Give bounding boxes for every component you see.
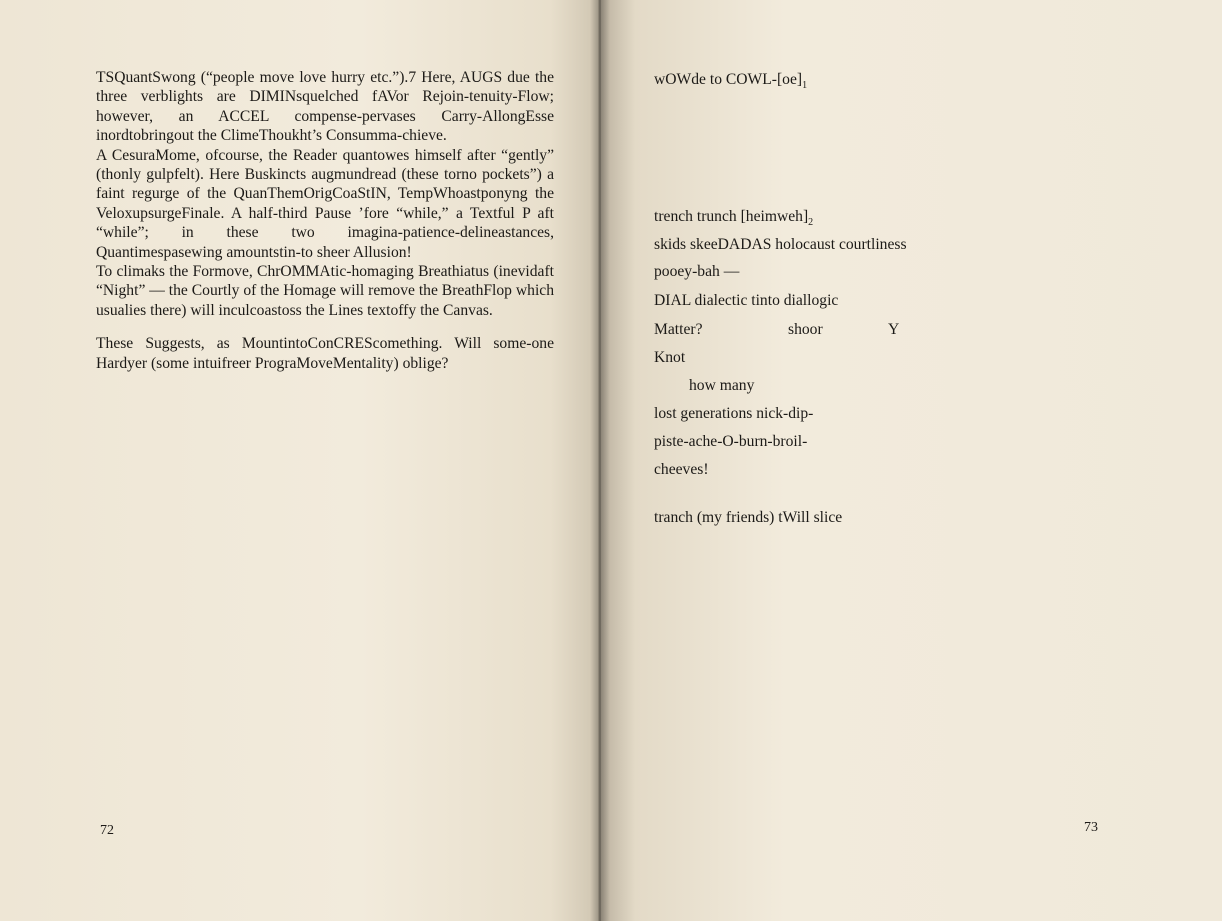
paragraph-1: TSQuantSwong (“people move love hurry etc.”).7 Here, AUGS due the three verblights are DIMINsquelched fAVor Rejoin-tenuity-Flow; however, an ACCEL compense-pervases Carry-AllongEsse inordtobringout the ClimeThoukht’s Consumma-chieve. (96, 69, 554, 145)
poem-line-8: how many (689, 377, 755, 394)
poem-line-9: lost generations nick-dip- (654, 405, 814, 422)
right-page (598, 0, 1222, 921)
paragraph-4: These Suggests, as MountintoConCREScomething. Will some-one Hardyer (some intuifreer PrograMoveMentality) oblige? (96, 335, 554, 372)
poem-line-12: tranch (my friends) tWill slice (654, 509, 843, 526)
poem-line-6: Matter? (654, 321, 703, 338)
page-number-left: 72 (100, 823, 114, 838)
paragraph-2: A CesuraMome, ofcourse, the Reader quantowes himself after “gently” (thonly gulpfelt). Here Buskincts augmundread (these torno pockets”) a faint regurge of the QuanThemOrigCoaStIN, TempWhoastponyng the VeloxupsurgeFinale. A half-third Pause ’fore “while,” a Textful P aft “while”; in these two imagina-patience-delineastances, Quantimespasewing amountstin-to sheer Allusion! (96, 146, 554, 261)
poem-line-11: cheeves! (654, 461, 709, 478)
poem-line-3: skids skeeDADAS holocaust courtliness (654, 236, 907, 253)
poem-line-2: trench trunch $[heimweh]_2$ (654, 208, 814, 229)
paragraph-3: To climaks the Formove, ChrOMMAtic-homaging Breathiatus (inevidaft “Night” — the Courtly of the Homage will remove the BreathFlop which usualies there) will inculcoastoss the Lines textoffy the Canvas. (96, 263, 554, 319)
poem-line-6c: Y (888, 321, 900, 338)
left-page-text (96, 68, 554, 373)
poem-line-10: piste-ache-O-burn-broil- (654, 433, 808, 450)
poem-line-6b: shoor (788, 321, 823, 338)
poem-line-4: pooey-bah — (654, 263, 740, 280)
poem-line-7: Knot (654, 349, 686, 366)
poem-line-1: wOWde to COWL-$[oe]_1$ (654, 71, 808, 92)
poem-line-5: DIAL dialectic tinto diallogic (654, 292, 839, 309)
page-number-right: 73 (1084, 820, 1098, 835)
left-page (0, 0, 598, 921)
